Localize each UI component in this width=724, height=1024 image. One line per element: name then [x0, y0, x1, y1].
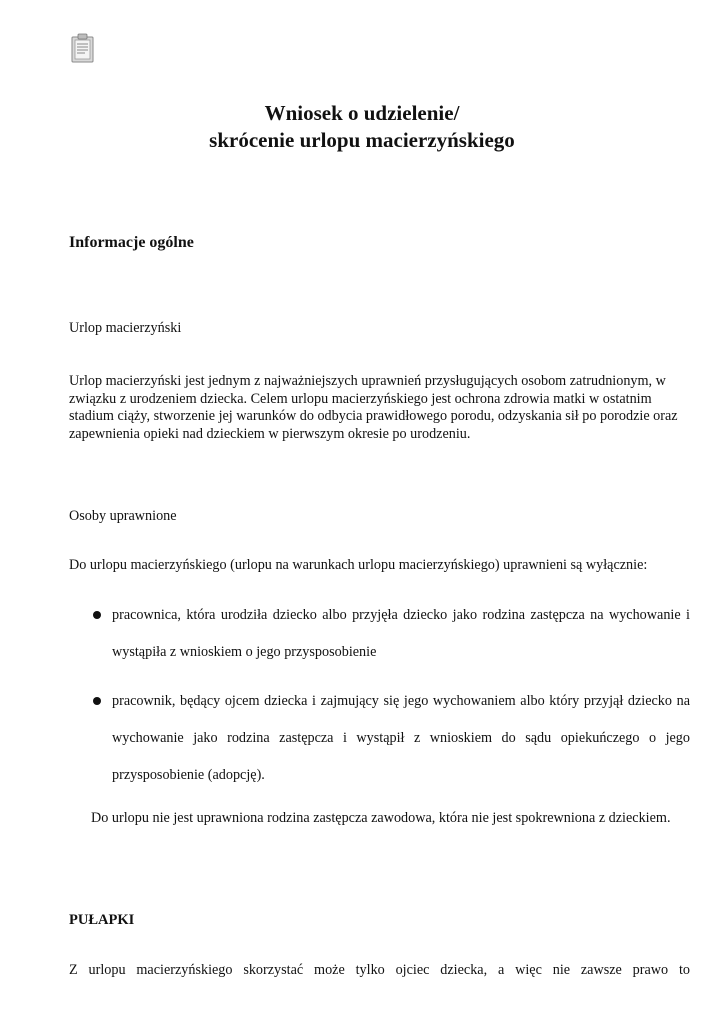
entitled-subheading: Osoby uprawnione — [69, 508, 177, 524]
title-line-2: skrócenie urlopu macierzyńskiego — [209, 128, 515, 152]
bullet-icon — [93, 697, 101, 705]
pitfalls-paragraph: Z urlopu macierzyńskiego skorzystać może tylko ojciec dziecka, a więc nie zawsze prawo to — [69, 962, 690, 978]
title-line-1: Wniosek o udzielenie/ — [264, 101, 460, 125]
document-title — [0, 100, 724, 154]
pitfalls-heading: PUŁAPKI — [69, 912, 135, 928]
bullet-icon — [93, 611, 101, 619]
list-item — [93, 597, 690, 671]
clipboard-icon — [70, 33, 96, 63]
entitled-intro: Do urlopu macierzyńskiego (urlopu na warunkach urlopu macierzyńskiego) uprawnieni są wyłącznie: — [69, 557, 648, 573]
general-heading: Informacje ogólne — [69, 234, 194, 251]
maternity-subheading: Urlop macierzyński — [69, 320, 182, 336]
list-item-text: pracownik, będący ojcem dziecka i zajmujący się jego wychowaniem albo który przyjął dziecko na wychowanie jako rodzina zastępcza i wystąpił z wnioskiem do sądu opiekuńczego o jego przysposobienie (adopcję). — [112, 693, 690, 783]
entitled-note: Do urlopu nie jest uprawniona rodzina zastępcza zawodowa, która nie jest spokrewniona z dzieckiem. — [91, 810, 671, 826]
list-item — [93, 683, 690, 794]
list-item-text: pracownica, która urodziła dziecko albo przyjęła dziecko jako rodzina zastępcza na wychowanie i wystąpiła z wnioskiem o jego przysposobienie — [112, 607, 690, 660]
maternity-paragraph: Urlop macierzyński jest jednym z najważniejszych uprawnień przysługujących osobom zatrudnionym, w związku z urodzeniem dziecka. Celem urlopu macierzyńskiego jest ochrona zdrowia matki w ostatnim stadium ciąży, stworzenie jej warunków do odbycia prawidłowego porodu, odzyskania sił po porodzie oraz zapewnienia opieki nad dzieckiem w pierwszym okresie po urodzeniu. — [69, 373, 678, 442]
